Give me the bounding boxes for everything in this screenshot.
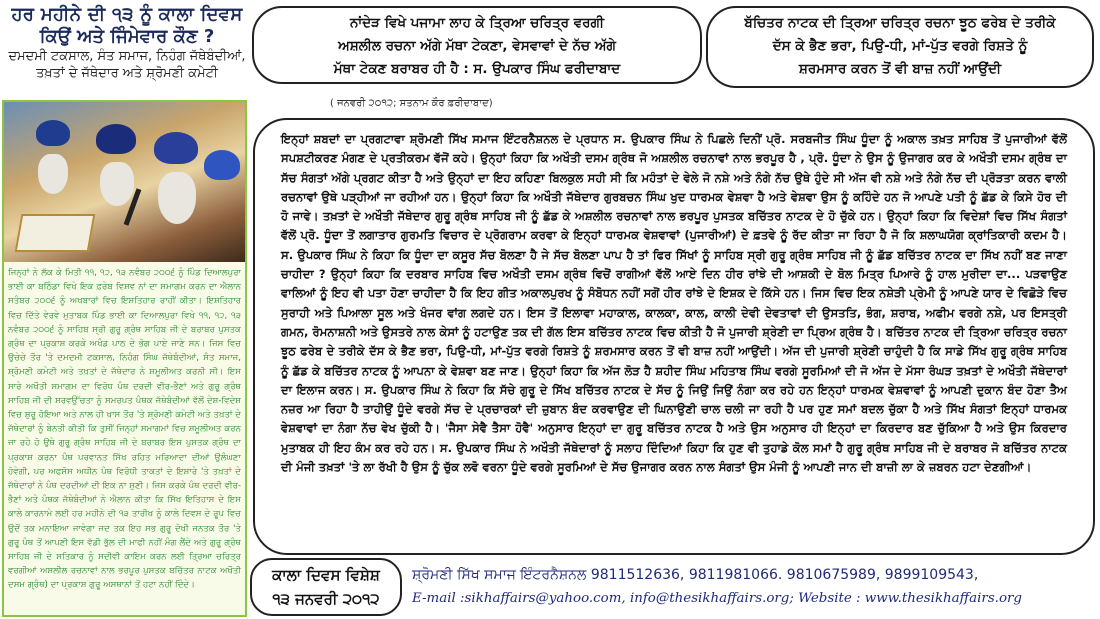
left-header-line4: ਤਖ਼ਤਾਂ ਦੇ ਜੱਥੇਦਾਰ ਅਤੇ ਸ਼੍ਰੋਮਣੀ ਕਮੇਟੀ (36, 66, 218, 81)
left-header-line3: ਦਮਦਮੀ ਟਕਸਾਲ, ਸੰਤ ਸਮਾਜ, ਨਿਹੰਗ ਜੱਥੇਬੰਦੀਆਂ, (8, 49, 246, 64)
special-label-line1: ਕਾਲਾ ਦਿਵਸ ਵਿਸ਼ੇਸ਼ (272, 566, 380, 584)
right-headline-line2: ਦੱਸ ਕੇ ਭੈਣ ਭਰਾ, ਪਿਉ-ਧੀ, ਮਾਂ-ਪੁੱਤ ਵਰਗੇ ਰਿਸ਼ਤੇ ਨੂੰ (772, 38, 1028, 54)
special-label-box (250, 558, 402, 616)
contact-phones: ਸ਼੍ਰੋਮਣੀ ਸਿੱਖ ਸਮਾਜ ਇੰਟਰਨੈਸ਼ਨਲ 9811512636, 9811981066. 9810675989, 9899109543, (412, 567, 979, 583)
byline: ( ਜਨਵਰੀ ੨੦੧੨; ਸਤਨਾਮ ਕੌਰ ਫ਼ਰੀਦਾਬਾਦ) (330, 98, 493, 109)
main-headline-line3: ਮੱਥਾ ਟੇਕਣ ਬਰਾਬਰ ਹੀ ਹੈ : ਸ. ਉਪਕਾਰ ਸਿੰਘ ਫਰੀਦਾਬਾਦ (333, 61, 621, 77)
left-panel-text: ਜਿਨ੍ਹਾਂ ਨੇ ਲੱਕ ਕੇ ਮਿਤੀ ੧੧, ੧੨, ੧੩ ਨਵੰਬਰ ੨੦੦੬ ਨੂੰ ਪਿੰਡ ਦਿਆਲਪੁਰਾ ਭਾਈ ਕਾ ਬਠਿੰਡਾ ਵਿਖੇ ਇਕ ਫ਼ਰੇਬ ਵਿਸ਼ਵ ਨਾਂ ਦਾ ਸਮਾਗਮ ਕਰਨ ਦਾ ਐਲਾਨ ਸਤੰਬਰ ੨੦੦੬ ਨੂੰ ਅਖਬਾਰਾਂ ਵਿਚ ਇਸ਼ਤਿਹਾਰ ਰਾਹੀਂ ਕੀਤਾ। ਇਸ਼ਤਿਹਾਰ ਵਿਚ ਦਿੱਤੇ ਵੇਰਵੇ ਮੁਤਾਬਕ ਪਿੰਡ ਭਾਈ ਕਾ ਦਿਆਲਪੁਰਾ ਵਿਖੇ ੧੧, ੧੨, ੧੩ ਨਵੰਬਰ ੨੦੦੬ ਨੂੰ ਸਾਹਿਬ ਸ੍ਰੀ ਗੁਰੂ ਗ੍ਰੰਥ ਸਾਹਿਬ ਜੀ ਦੇ ਬਰਾਬਰ ਪੁਸਤਕ ਗ੍ਰੰਥ ਦਾ ਪ੍ਰਕਾਸ਼ ਕਰਕੇ ਅਖੰਡ ਪਾਠ ਦੇ ਭੋਗ ਪਾਏ ਜਾਣੇ ਸਨ। ਜਿਸ ਵਿਚ ਉਚੇਚੇ ਤੌਰ 'ਤੇ ਦਮਦਮੀ ਟਕਸਾਲ, ਨਿਹੰਗ ਸਿੰਘ ਜੱਥੇਬੰਦੀਆਂ, ਸੰਤ ਸਮਾਜ, ਸ਼੍ਰੋਮਣੀ ਕਮੇਟੀ ਅਤੇ ਤਖ਼ਤਾਂ ਦੇ ਜੱਥੇਦਾਰ ਨੇ ਸ਼ਮੂਲੀਅਤ ਕਰਨੀ ਸੀ। ਇਸ ਸਾਰੇ ਅਖੌਤੀ ਸਮਾਗਮ ਦਾ ਵਿਰੋਧ ਪੰਥ ਦਰਦੀ ਵੀਰ-ਭੈਣਾਂ ਅਤੇ ਗੁਰੂ ਗ੍ਰੰਥ ਸਾਹਿਬ ਜੀ ਦੀ ਸਰਵਉੱਚਤਾ ਨੂੰ ਸਮਰਪਤ ਪੰਥਕ ਜੱਥੇਬੰਦੀਆਂ ਵੱਲੋਂ ਦੇਸ਼-ਵਿਦੇਸ਼ ਵਿਚ ਸ਼ੁਰੂ ਹੋਇਆ ਅਤੇ ਨਾਲ ਹੀ ਖਾਸ ਤੌਰ 'ਤੇ ਸ਼੍ਰੋਮਣੀ ਕਮੇਟੀ ਅਤੇ ਤਖ਼ਤਾਂ ਦੇ ਜੱਥੇਦਾਰਾਂ ਨੂੰ ਬੇਨਤੀ ਕੀਤੀ ਕਿ ਤੁਸੀਂ ਜਿਨ੍ਹਾਂ ਸਮਾਗਮਾਂ ਵਿਚ ਸ਼ਮੂਲੀਅਤ ਕਰਨ ਜਾ ਰਹੇ ਹੋ ਉਥੇ ਗੁਰੂ ਗ੍ਰੰਥ ਸਾਹਿਬ ਜੀ ਦੇ ਬਰਾਬਰ ਇਸ ਪੁਸਤਕ ਗ੍ਰੰਥ ਦਾ ਪ੍ਰਕਾਸ਼ ਕਰਨਾ ਪੰਥ ਪਰਵਾਨਤ ਸਿੱਖ ਰਹਿਤ ਮਰਿਆਦਾ ਦੀਆਂ ਉਲੰਘਣਾ ਹੋਵੇਗੀ, ਪਰ ਅਫਸੋਸ ਅਧੀਨ ਪੰਥ ਵਿਰੋਧੀ ਤਾਕਤਾਂ ਦੇ ਇਸ਼ਾਰੇ 'ਤੇ ਤਖ਼ਤਾਂ ਦੇ ਜੱਥੇਦਾਰਾਂ ਨੇ ਪੰਥ ਦਰਦੀਆਂ ਦੀ ਇਕ ਨਾ ਸੁਣੀ। ਜਿਸ ਕਰਕੇ ਪੰਥ ਦਰਦੀ ਵੀਰ-ਭੈਣਾਂ ਅਤੇ ਪੰਥਕ ਜੱਥੇਬੰਦੀਆਂ ਨੇ ਐਲਾਨ ਕੀਤਾ ਕਿ ਸਿੱਖ ਇਤਿਹਾਸ ਦੇ ਇਸ ਕਾਲੇ ਕਾਰਨਾਮੇ ਲਈ ਹਰ ਮਹੀਨੇ ਦੀ ੧੩ ਤਾਰੀਖ ਨੂੰ ਕਾਲੇ ਦਿਵਸ ਦੇ ਰੂਪ ਵਿਚ ਉਦੋਂ ਤਕ ਮਨਾਇਆ ਜਾਵੇਗਾ ਜਦ ਤਕ ਇਹ ਸਭ ਗੁਰੂ ਦੋਖੀ ਜਨਤਕ ਤੌਰ 'ਤੇ ਗੁਰੂ ਪੰਥ ਤੋਂ ਆਪਣੀ ਇਸ ਵੱਡੀ ਭੁੱਲ ਦੀ ਮਾਫੀ ਨਹੀਂ ਮੰਗ ਲੈਂਦੇ ਅਤੇ ਗੁਰੂ ਗ੍ਰੰਥ ਸਾਹਿਬ ਜੀ ਦੇ ਸਤਿਕਾਰ ਨੂੰ ਸਦੀਵੀ ਕਾਇਮ ਕਰਨ ਲਈ ਤ੍ਰਿਆ ਚਰਿਤ੍ਰ ਵਰਗੀਆਂ ਅਸ਼ਲੀਲ ਰਚਨਾਵਾਂ ਨਾਲ ਭਰਪੂਰ ਪੁਸਤਕ ਬਚਿੱਤਰ ਨਾਟਕ ਅਖੌਤੀ ਦਸਮ ਗ੍ਰੰਥ) ਦਾ ਪ੍ਰਕਾਸ਼ ਗੁਰੂ ਅਸਥਾਨਾਂ ਤੋਂ ਹਟਾ ਨਹੀਂ ਦਿੰਦੇ। (8, 268, 241, 591)
right-headline-box (706, 6, 1094, 88)
main-headline-box (252, 6, 702, 84)
main-headline-line2: ਅਸ਼ਲੀਲ ਰਚਨਾ ਅੱਗੇ ਮੱਥਾ ਟੇਕਣਾ, ਵੇਸਵਾਵਾਂ ਦੇ ਨੱਚ ਅੱਗੇ (338, 38, 616, 54)
left-column (0, 0, 250, 619)
special-label-line2: ੧੩ ਜਨਵਰੀ ੨੦੧੨ (272, 590, 380, 608)
contact-email-website[interactable]: E-mail :sikhaffairs@yahoo.com, info@thesikhaffairs.org; Website : www.thesikhaffairs.org (412, 591, 1022, 606)
contact-block (412, 562, 1096, 618)
left-info-panel (2, 100, 247, 617)
left-header-line2: ਕਿਉਂ ਅਤੇ ਜਿੰਮੇਵਾਰ ਕੌਣ ? (39, 26, 215, 47)
ceremony-photo (4, 102, 245, 262)
right-headline-line1: ਬੱਚਿਤਰ ਨਾਟਕ ਦੀ ਤ੍ਰਿਆ ਚਰਿਤ੍ਰ ਰਚਨਾ ਝੂਠ ਫਰੇਬ ਦੇ ਤਰੀਕੇ (744, 15, 1056, 31)
article-body: ਇਨ੍ਹਾਂ ਸ਼ਬਦਾਂ ਦਾ ਪ੍ਰਗਟਾਵਾ ਸ਼੍ਰੋਮਣੀ ਸਿੱਖ ਸਮਾਜ ਇੰਟਰਨੈਸ਼ਨਲ ਦੇ ਪ੍ਰਧਾਨ ਸ. ਉਪਕਾਰ ਸਿੰਘ ਨੇ ਪਿਛਲੇ ਦਿਨੀਂ ਪ੍ਰੋ. ਸਰਬਜੀਤ ਸਿੰਘ ਧੂੰਦਾ ਨੂੰ ਅਕਾਲ ਤਖ਼ਤ ਸਾਹਿਬ ਤੋਂ ਪੁਜਾਰੀਆਂ ਵੱਲੋਂ ਸਪਸ਼ਟੀਕਰਣ ਮੰਗਣ ਦੇ ਪ੍ਰਤੀਕਰਮ ਵੱਜੋਂ ਕਹੇ। ਉਨ੍ਹਾਂ ਕਿਹਾ ਕਿ ਅਖੌਤੀ ਦਸਮ ਗ੍ਰੰਥ ਜੋ ਅਸ਼ਲੀਲ ਰਚਨਾਵਾਂ ਨਾਲ ਭਰਪੂਰ ਹੈ , ਪ੍ਰੋ. ਧੂੰਦਾ ਨੇ ਉਸ ਨੂੰ ਉਜਾਗਰ ਕਰ ਕੇ ਅਖੌਤੀ ਦਸਮ ਗ੍ਰੰਥ ਦਾ ਸੱਚ ਸੰਗਤਾਂ ਅੱਗੇ ਪ੍ਰਗਟ ਕੀਤਾ ਹੈ ਅਤੇ ਉਨ੍ਹਾਂ ਦਾ ਇਹ ਕਹਿਣਾ ਬਿਲਕੁਲ ਸਹੀ ਸੀ ਕਿ ਮਹੰਤਾਂ ਦੇ ਵੇਲੇ ਜੋ ਨਸ਼ੇ ਅਤੇ ਨੰਗੇ ਨੱਚ ਉਥੇ ਹੁੰਦੇ ਸੀ ਅੱਜ ਵੀ ਨਸ਼ੇ ਅਤੇ ਨੰਗੇ ਨੱਚ ਦੀ ਪ੍ਰੋੜਤਾ ਕਰਨ ਵਾਲੀ ਰਚਨਾਵਾਂ ਉਥੇ ਪੜ੍ਹੀਆਂ ਜਾ ਰਹੀਆਂ ਹਨ। ਉਨ੍ਹਾਂ ਕਿਹਾ ਕਿ ਅਖੌਤੀ ਜੱਥੇਦਾਰ ਗੁਰਬਚਨ ਸਿੰਘ ਖੁਦ ਧਾਰਮਕ ਵੇਸ਼ਵਾ ਹੈ ਅਤੇ ਵੇਸ਼ਵਾ ਉਸ ਨੂੰ ਕਹਿੰਦੇ ਹਨ ਜੋ ਆਪਣੇ ਪਤੀ ਨੂੰ ਛੱਡ ਕੇ ਕਿਸੇ ਹੋਰ ਦੀ ਹੋ ਜਾਵੇ। ਤਖ਼ਤਾਂ ਦੇ ਅਖੌਤੀ ਜੱਥੇਦਾਰ ਗੁਰੂ ਗ੍ਰੰਥ ਸਾਹਿਬ ਜੀ ਨੂੰ ਛੱਡ ਕੇ ਅਸ਼ਲੀਲ ਰਚਨਾਵਾਂ ਨਾਲ ਭਰਪੂਰ ਪੁਸਤਕ ਬਚਿੱਤਰ ਨਾਟਕ ਦੇ ਹੋ ਚੁੱਕੇ ਹਨ। ਉਨ੍ਹਾਂ ਕਿਹਾ ਕਿ ਵਿਦੇਸ਼ਾਂ ਵਿਚ ਸਿੱਖ ਸੰਗਤਾਂ ਵੱਲੋਂ ਪ੍ਰੋ. ਧੂੰਦਾ ਤੋਂ ਲਗਾਤਾਰ ਗੁਰਮਤਿ ਵਿਚਾਰ ਦੇ ਪ੍ਰੋਗਰਾਮ ਕਰਵਾ ਕੇ ਇਨ੍ਹਾਂ ਧਾਰਮਕ ਵੇਸ਼ਵਾਵਾਂ (ਪੁਜਾਰੀਆਂ) ਦੇ ਫ਼ਤਵੇ ਨੂੰ ਰੱਦ ਕੀਤਾ ਜਾ ਰਿਹਾ ਹੈ ਜੋ ਕਿ ਸ਼ਲਾਘਯੋਗ ਕ੍ਰਾਂਤਿਕਾਰੀ ਕਦਮ ਹੈ। ਸ. ਉਪਕਾਰ ਸਿੰਘ ਨੇ ਕਿਹਾ ਕਿ ਧੂੰਦਾ ਦਾ ਕਸੂਰ ਸੱਚ ਬੋਲਣਾ ਹੈ ਜੇ ਸੱਚ ਬੋਲਣਾ ਪਾਪ ਹੈ ਤਾਂ ਫਿਰ ਸਿੱਖਾਂ ਨੂੰ ਸਾਹਿਬ ਸ੍ਰੀ ਗੁਰੂ ਗ੍ਰੰਥ ਸਾਹਿਬ ਜੀ ਨੂੰ ਛੱਡ ਬਚਿੱਤਰ ਨਾਟਕ ਦਾ ਸਿੱਖ ਨਹੀਂ ਬਣ ਜਾਣਾ ਚਾਹੀਦਾ ? ਉਨ੍ਹਾਂ ਕਿਹਾ ਕਿ ਦਰਬਾਰ ਸਾਹਿਬ ਵਿਚ ਅਖੌਤੀ ਦਸਮ ਗ੍ਰੰਥ ਵਿਚੋਂ ਰਾਗੀਆਂ ਵੱਲੋਂ ਆਏ ਦਿਨ ਹੀਰ ਰਾਂਝੇ ਦੀ ਆਸ਼ਕੀ ਦੇ ਬੋਲ ਮਿਤ੍ਰ ਪਿਆਰੇ ਨੂੰ ਹਾਲ ਮੁਰੀਦਾ ਦਾ... ਪੜਵਾਉਣ ਵਾਲਿਆਂ ਨੂੰ ਇਹ ਵੀ ਪਤਾ ਹੋਣਾ ਚਾਹੀਦਾ ਹੈ ਕਿ ਇਹ ਗੀਤ ਅਕਾਲਪੁਰਖ ਨੂੰ ਸੰਬੋਧਨ ਨਹੀਂ ਸਗੋਂ ਹੀਰ ਰਾਂਝੇ ਦੇ ਇਸ਼ਕ ਦੇ ਕਿੱਸੇ ਹਨ। ਜਿਸ ਵਿਚ ਇਕ ਨਸ਼ੇੜੀ ਪ੍ਰੇਮੀ ਨੂੰ ਆਪਣੇ ਯਾਰ ਦੇ ਵਿਛੋੜੇ ਵਿਚ ਸੁਰਾਹੀ ਅਤੇ ਪਿਆਲਾ ਸੂਲ ਅਤੇ ਖੰਜਰ ਵਾਂਗ ਲਗਦੇ ਹਨ। ਇਸ ਤੋਂ ਇਲਾਵਾ ਮਹਾਕਾਲ, ਕਾਲਕਾ, ਕਾਲ, ਕਾਲੀ ਦੇਵੀ ਦੇਵਤਾਵਾਂ ਦੀ ਉਸਤਤਿ, ਭੰਗ, ਸ਼ਰਾਬ, ਅਫੀਮ ਵਰਗੇ ਨਸ਼ੇ, ਪਰ ਇਸਤ੍ਰੀ ਗਮਨ, ਰੋਮਨਾਸ਼ਨੀ ਅਤੇ ਉਸਤਰੇ ਨਾਲ ਕੇਸਾਂ ਨੂੰ ਹਟਾਉਣ ਤਕ ਦੀ ਗੱਲ ਇਸ ਬਚਿੱਤਰ ਨਾਟਕ ਵਿਚ ਕੀਤੀ ਹੈ ਜੋ ਪੁਜਾਰੀ ਸ਼੍ਰੇਣੀ ਦਾ ਪ੍ਰਿਅ ਗ੍ਰੰਥ ਹੈ। ਬਚਿੱਤਰ ਨਾਟਕ ਦੀ ਤ੍ਰਿਆ ਚਰਿਤ੍ਰ ਰਚਨਾ ਝੂਠ ਫਰੇਬ ਦੇ ਤਰੀਕੇ ਦੱਸ ਕੇ ਭੈਣ ਭਰਾ, ਪਿਉ-ਧੀ, ਮਾਂ-ਪੁੱਤ ਵਰਗੇ ਰਿਸ਼ਤੇ ਨੂੰ ਸ਼ਰਮਸਾਰ ਕਰਨ ਤੋਂ ਵੀ ਬਾਜ਼ ਨਹੀਂ ਆਉਂਦੀ। ਅੱਜ ਦੀ ਪੁਜਾਰੀ ਸ਼੍ਰੇਣੀ ਚਾਹੁੰਦੀ ਹੈ ਕਿ ਸਾਡੇ ਸਿੱਖ ਗੁਰੂ ਗ੍ਰੰਥ ਸਾਹਿਬ ਨੂੰ ਛੱਡ ਕੇ ਬਚਿੱਤਰ ਨਾਟਕ ਨੂੰ ਆਪਨਾ ਕੇ ਵੇਸ਼ਵਾ ਬਣ ਜਾਣ। ਉਨ੍ਹਾਂ ਕਿਹਾ ਕਿ ਅੱਜ ਲੋੜ ਹੈ ਸ਼ਹੀਦ ਸਿੰਘ ਮਹਿਤਾਬ ਸਿੰਘ ਵਰਗੇ ਸੂਰਮਿਆਂ ਦੀ ਜੋ ਅੱਜ ਦੇ ਮੱਸਾ ਰੰਘੜ ਤਖ਼ਤਾਂ ਦੇ ਅਖੌਤੀ ਜੱਥੇਦਾਰਾਂ ਦਾ ਇਲਾਜ ਕਰਨ। ਸ. ਉਪਕਾਰ ਸਿੰਘ ਨੇ ਕਿਹਾ ਕਿ ਸੱਚੇ ਗੁਰੂ ਦੇ ਸਿੱਖ ਬਚਿੱਤਰ ਨਾਟਕ ਦੇ ਸੱਚ ਨੂੰ ਜਿਉਂ ਜਿਉਂ ਨੰਗਾ ਕਰ ਰਹੇ ਹਨ ਇਨ੍ਹਾਂ ਧਾਰਮਕ ਵੇਸ਼ਵਾਵਾਂ ਨੂੰ ਆਪਣੀ ਦੁਕਾਨ ਬੰਦ ਹੋਣਾ ਤੈਅ ਨਜ਼ਰ ਆ ਰਿਹਾ ਹੈ ਤਾਹੀਉਂ ਧੂੰਦੇ ਵਰਗੇ ਸੱਚ ਦੇ ਪ੍ਰਚਾਰਕਾਂ ਦੀ ਜ਼ੁਬਾਨ ਬੰਦ ਕਰਵਾਉਣ ਦੀ ਘਿਨਾਉਣੀ ਚਾਲ ਚਲੀ ਜਾ ਰਹੀ ਹੈ ਪਰ ਹੁਣ ਸਮਾਂ ਬਦਲ ਚੁੱਕਾ ਹੈ ਅਤੇ ਸਿੱਖ ਸੰਗਤਾਂ ਇਨ੍ਹਾਂ ਧਾਰਮਕ ਵੇਸ਼ਵਾਵਾਂ ਦਾ ਨੰਗਾ ਨੱਚ ਵੇਖ ਚੁੱਕੀ ਹੈ। 'ਜੈਸਾ ਸੇਵੈ ਤੈਸਾ ਹੋਵੈ' ਅਨੁਸਾਰ ਇਨ੍ਹਾਂ ਦਾ ਗੁਰੂ ਬਚਿੱਤਰ ਨਾਟਕ ਹੈ ਅਤੇ ਉਸ ਅਨੁਸਾਰ ਹੀ ਇਨ੍ਹਾਂ ਦਾ ਕਿਰਦਾਰ ਬਣ ਚੁੱਕਿਆ ਹੈ ਅਤੇ ਉਸ ਕਿਰਦਾਰ ਮੁਤਾਬਕ ਹੀ ਇਹ ਕੰਮ ਕਰ ਰਹੇ ਹਨ। ਸ. ਉਪਕਾਰ ਸਿੰਘ ਨੇ ਅਖੌਤੀ ਜੱਥੇਦਾਰਾਂ ਨੂੰ ਸਲਾਹ ਦਿੰਦਿਆਂ ਕਿਹਾ ਕਿ ਹੁਣ ਵੀ ਤੁਹਾਡੇ ਕੋਲ ਸਮਾਂ ਹੈ ਗੁਰੂ ਗ੍ਰੰਥ ਸਾਹਿਬ ਜੀ ਦੇ ਬਰਾਬਰ ਜੋ ਬਚਿੱਤਰ ਨਾਟਕ ਦੀ ਮੰਜੀ ਤਖ਼ਤਾਂ 'ਤੇ ਲਾ ਰੱਖੀ ਹੈ ਉਸ ਨੂੰ ਚੁੱਕ ਲਵੋ ਵਰਨਾ ਧੂੰਦੇ ਵਰਗੇ ਸੂਰਮਿਆਂ ਦੇ ਸੱਚ ਉਜਾਗਰ ਕਰਨ ਨਾਲ ਸੰਗਤਾਂ ਉਸ ਮੰਜੀ ਨੂੰ ਆਪਣੀ ਜਾਨ ਦੀ ਬਾਜ਼ੀ ਲਾ ਕੇ ਜ਼ਬਰਨ ਹਟਾ ਦੇਣਗੀਆਂ। (281, 132, 1067, 475)
left-header (4, 4, 250, 100)
right-headline-line3: ਸ਼ਰਮਸਾਰ ਕਰਨ ਤੋਂ ਵੀ ਬਾਜ਼ ਨਹੀਂ ਆਉਂਦੀ (798, 61, 1002, 77)
article-body-box (253, 118, 1095, 555)
left-header-line1: ਹਰ ਮਹੀਨੇ ਦੀ ੧੩ ਨੂੰ ਕਾਲਾ ਦਿਵਸ (11, 4, 243, 25)
main-headline-line1: ਨਾਂਦੇੜ ਵਿਖੇ ਪਜਾਮਾ ਲਾਹ ਕੇ ਤ੍ਰਿਆ ਚਰਿਤ੍ਰ ਵਰਗੀ (349, 15, 605, 31)
